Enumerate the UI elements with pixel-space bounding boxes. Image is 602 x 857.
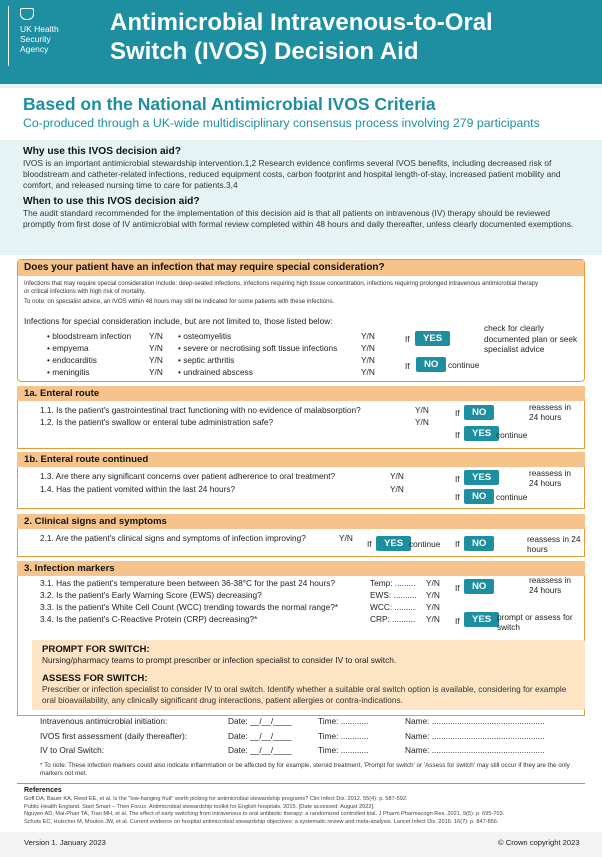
reference-list xyxy=(24,796,584,826)
record-name-field[interactable]: Name: ................................................. xyxy=(405,745,545,755)
no-outcome: continue xyxy=(496,492,528,502)
yes-outcome: check for clearly documented plan or seek specialist advice xyxy=(484,323,578,354)
yes-pill: YES xyxy=(376,536,411,551)
special-list-intro: Infections for special consideration include, but are not limited to, those listed below: xyxy=(24,316,333,326)
if-label: If xyxy=(455,408,460,418)
reference-item: Goff DA, Bauer KA, Reed EE, et al. Is the "low-hanging fruit" worth picking for antimicrobial stewardship programs? Clin Infect Dis. 2012. 55(4): p. 587-592. xyxy=(24,796,408,802)
if-label: If xyxy=(455,430,460,440)
when-text: The audit standard recommended for the implementation of this decision aid is that all patients on intravenous (IV) therapy should be reviewed promptly from first dose of IV antimicrobial with formal review completed within 48 hours and daily thereafter, unless clearly documented exemptions. xyxy=(23,208,574,229)
question-3-2: 3.2. Is the patient's Early Warning Score (EWS) decreasing? xyxy=(40,590,262,600)
record-time-field[interactable]: Time: ............ xyxy=(318,731,369,741)
question-3-4: 3.4. Is the patient's C-Reactive Protein (CRP) decreasing?* xyxy=(40,614,258,624)
special-item: • osteomyelitis xyxy=(178,331,232,341)
yes-outcome: prompt or assess for switch xyxy=(497,612,573,632)
yes-pill: YES xyxy=(464,612,499,627)
reference-item: Nguyen AD, Mai-Phan TA, Tran MH, et al. The effect of early switching from intravenous to oral antibiotic therapy: a randomized controlled trial. J Pharm Pharmacogn Res. 2021. 9(5): p. 695-703. xyxy=(24,811,505,818)
yes-pill: YES xyxy=(464,470,499,485)
if-label: If xyxy=(405,361,410,371)
footnote: * To note: These infection markers could also indicate inflammation or be affected by for example, steroid treatment, 'Prompt for switch' or 'Assess for switch' may still occur if they are the only markers not met. xyxy=(40,762,570,777)
no-pill: NO xyxy=(416,357,446,372)
record-name-field[interactable]: Name: ................................................. xyxy=(405,731,545,741)
divider xyxy=(17,783,585,784)
no-pill: NO xyxy=(464,405,494,420)
yes-outcome: continue xyxy=(409,539,441,549)
when-heading: When to use this IVOS decision aid? xyxy=(23,196,200,207)
record-label: Intravenous antimicrobial initiation: xyxy=(40,716,168,726)
temp-field[interactable]: Temp: ......... xyxy=(370,578,416,588)
title-line-2: Switch (IVOS) Decision Aid xyxy=(110,38,419,65)
no-pill: NO xyxy=(464,536,494,551)
version-label: Version 1. January 2023 xyxy=(24,838,106,847)
header-band xyxy=(0,84,602,88)
crest-icon xyxy=(20,8,34,20)
yn-field[interactable]: Y/N xyxy=(339,533,353,543)
yn-field[interactable]: Y/N xyxy=(361,343,375,353)
title-line-1: Antimicrobial Intravenous-to-Oral xyxy=(110,9,493,36)
question-1-4: 1.4. Has the patient vomited within the last 24 hours? xyxy=(40,484,236,494)
yn-field[interactable]: Y/N xyxy=(426,590,440,600)
yn-field[interactable]: Y/N xyxy=(361,331,375,341)
question-1-1: 1.1. Is the patient's gastrointestinal tract functioning with no evidence of malabsorption? xyxy=(40,405,361,415)
if-label: If xyxy=(405,334,410,344)
question-3-3: 3.3. Is the patient's White Cell Count (WCC) trending towards the normal range?* xyxy=(40,602,339,612)
yes-pill: YES xyxy=(415,331,450,346)
special-item: • septic arthritis xyxy=(178,355,235,365)
record-date-field[interactable]: Date: __/__/____ xyxy=(228,731,292,741)
yn-field[interactable]: Y/N xyxy=(149,355,163,365)
copyright-label: © Crown copyright 2023 xyxy=(498,838,580,847)
reference-item: Schuts EC, Hulscher M, Mouton JW, et al. Current evidence on hospital antimicrobial stewardship objectives: a systematic review and meta-analysis. Lancet Infect Dis. 2016. 16(7): p. 847-856. xyxy=(24,818,499,825)
special-item: • bloodstream infection xyxy=(47,331,132,341)
yn-field[interactable]: Y/N xyxy=(426,578,440,588)
reference-item: Public Health England. Start Smart – Then Focus: Antimicrobial stewardship toolkit for English hospitals. 2015. [Date accessed: August 2022]. xyxy=(24,803,375,810)
yn-field[interactable]: Y/N xyxy=(415,405,429,415)
special-item: • severe or necrotising soft tissue infections xyxy=(178,343,338,353)
no-outcome: reassess in 24 hours xyxy=(527,534,581,554)
no-outcome: continue xyxy=(448,360,480,370)
prompt-text: Nursing/pharmacy teams to prompt prescriber or infection specialist to consider IV to oral switch. xyxy=(42,655,397,665)
section-3-header: 3. Infection markers xyxy=(17,561,585,576)
references-heading: References xyxy=(24,787,62,794)
question-1-2: 1.2. Is the patient's swallow or enteral tube administration safe? xyxy=(40,417,274,427)
ews-field[interactable]: EWS: .......... xyxy=(370,590,417,600)
special-item: • endocarditis xyxy=(47,355,97,365)
yn-field[interactable]: Y/N xyxy=(149,331,163,341)
subheader-title: Based on the National Antimicrobial IVOS Criteria xyxy=(23,94,436,114)
organisation-name: UK Health Security Agency xyxy=(20,24,59,54)
prompt-heading: PROMPT FOR SWITCH: xyxy=(42,644,150,655)
yn-field[interactable]: Y/N xyxy=(390,484,404,494)
if-label: If xyxy=(455,474,460,484)
subheader-line: Co-produced through a UK-wide multidisciplinary consensus process involving 279 participants xyxy=(23,116,540,130)
no-pill: NO xyxy=(464,579,494,594)
yn-field[interactable]: Y/N xyxy=(390,471,404,481)
if-label: If xyxy=(367,539,372,549)
if-label: If xyxy=(455,616,460,626)
record-date-field[interactable]: Date: __/__/____ xyxy=(228,745,292,755)
yes-pill: YES xyxy=(464,426,499,441)
if-label: If xyxy=(455,583,460,593)
if-label: If xyxy=(455,539,460,549)
special-item: • empyema xyxy=(47,343,89,353)
crp-field[interactable]: CRP: .......... xyxy=(370,614,416,624)
no-outcome: reassess in 24 hours xyxy=(529,575,571,595)
special-heading: Does your patient have an infection that may require special consideration? xyxy=(24,262,385,273)
special-item: • meningitis xyxy=(47,367,90,377)
assess-text: Prescriber or infection specialist to consider IV to oral switch. Identify whether a suitable oral switch option is available, considering for example oral bioavailability, any clinically significant drug interactions, patient allergies or contra-indications. xyxy=(42,684,567,705)
yn-field[interactable]: Y/N xyxy=(149,367,163,377)
question-2-1: 2.1. Are the patient's clinical signs and symptoms of infection improving? xyxy=(40,533,306,543)
no-pill: NO xyxy=(464,489,494,504)
special-item: • undrained abscess xyxy=(178,367,253,377)
wcc-field[interactable]: WCC: ......... xyxy=(370,602,416,612)
why-text: IVOS is an important antimicrobial stewardship intervention.1,2 Research evidence confirms several IVOS benefits, including decreased risk of bloodstream and catheter-related infections, reduced equipment costs, carbon footprint and hospital length-of-stay, increased patient mobility and comfort, and released nursing time to care for patients.3,4 xyxy=(23,158,561,190)
record-time-field[interactable]: Time: ............ xyxy=(318,745,369,755)
section-1a-header: 1a. Enteral route xyxy=(17,386,585,401)
question-1-3: 1.3. Are there any significant concerns over patient adherence to oral treatment? xyxy=(40,471,336,481)
yn-field[interactable]: Y/N xyxy=(426,614,440,624)
yn-field[interactable]: Y/N xyxy=(426,602,440,612)
yn-field[interactable]: Y/N xyxy=(361,367,375,377)
section-1b-header: 1b. Enteral route continued xyxy=(17,452,585,467)
special-note-1: Infections that may require special consideration include: deep-seated infections, infections requiring high tissue concentration, infections requiring prolonged intravenous antimicrobial therapy or critical infections with high risk of mortality. xyxy=(24,280,539,295)
record-time-field[interactable]: Time: ............ xyxy=(318,716,369,726)
record-label: IVOS first assessment (daily thereafter): xyxy=(40,731,188,741)
record-date-field[interactable]: Date: __/__/____ xyxy=(228,716,292,726)
page-title xyxy=(110,8,580,66)
yn-field[interactable]: Y/N xyxy=(415,417,429,427)
question-3-1: 3.1. Has the patient's temperature been between 36-38°C for the past 24 hours? xyxy=(40,578,336,588)
no-outcome: reassess in 24 hours xyxy=(529,402,571,422)
record-name-field[interactable]: Name: ................................................. xyxy=(405,716,545,726)
record-label: IV to Oral Switch: xyxy=(40,745,105,755)
if-label: If xyxy=(455,492,460,502)
yes-outcome: continue xyxy=(496,430,528,440)
assess-heading: ASSESS FOR SWITCH: xyxy=(42,673,148,684)
yn-field[interactable]: Y/N xyxy=(361,355,375,365)
yn-field[interactable]: Y/N xyxy=(149,343,163,353)
special-note-2: To note: on specialist advice, an IVOS within 48 hours may still be indicated for some patients with these infections. xyxy=(24,298,335,305)
yes-outcome: reassess in 24 hours xyxy=(529,468,571,488)
section-2-header: 2. Clinical signs and symptoms xyxy=(17,514,585,529)
why-heading: Why use this IVOS decision aid? xyxy=(23,146,181,157)
